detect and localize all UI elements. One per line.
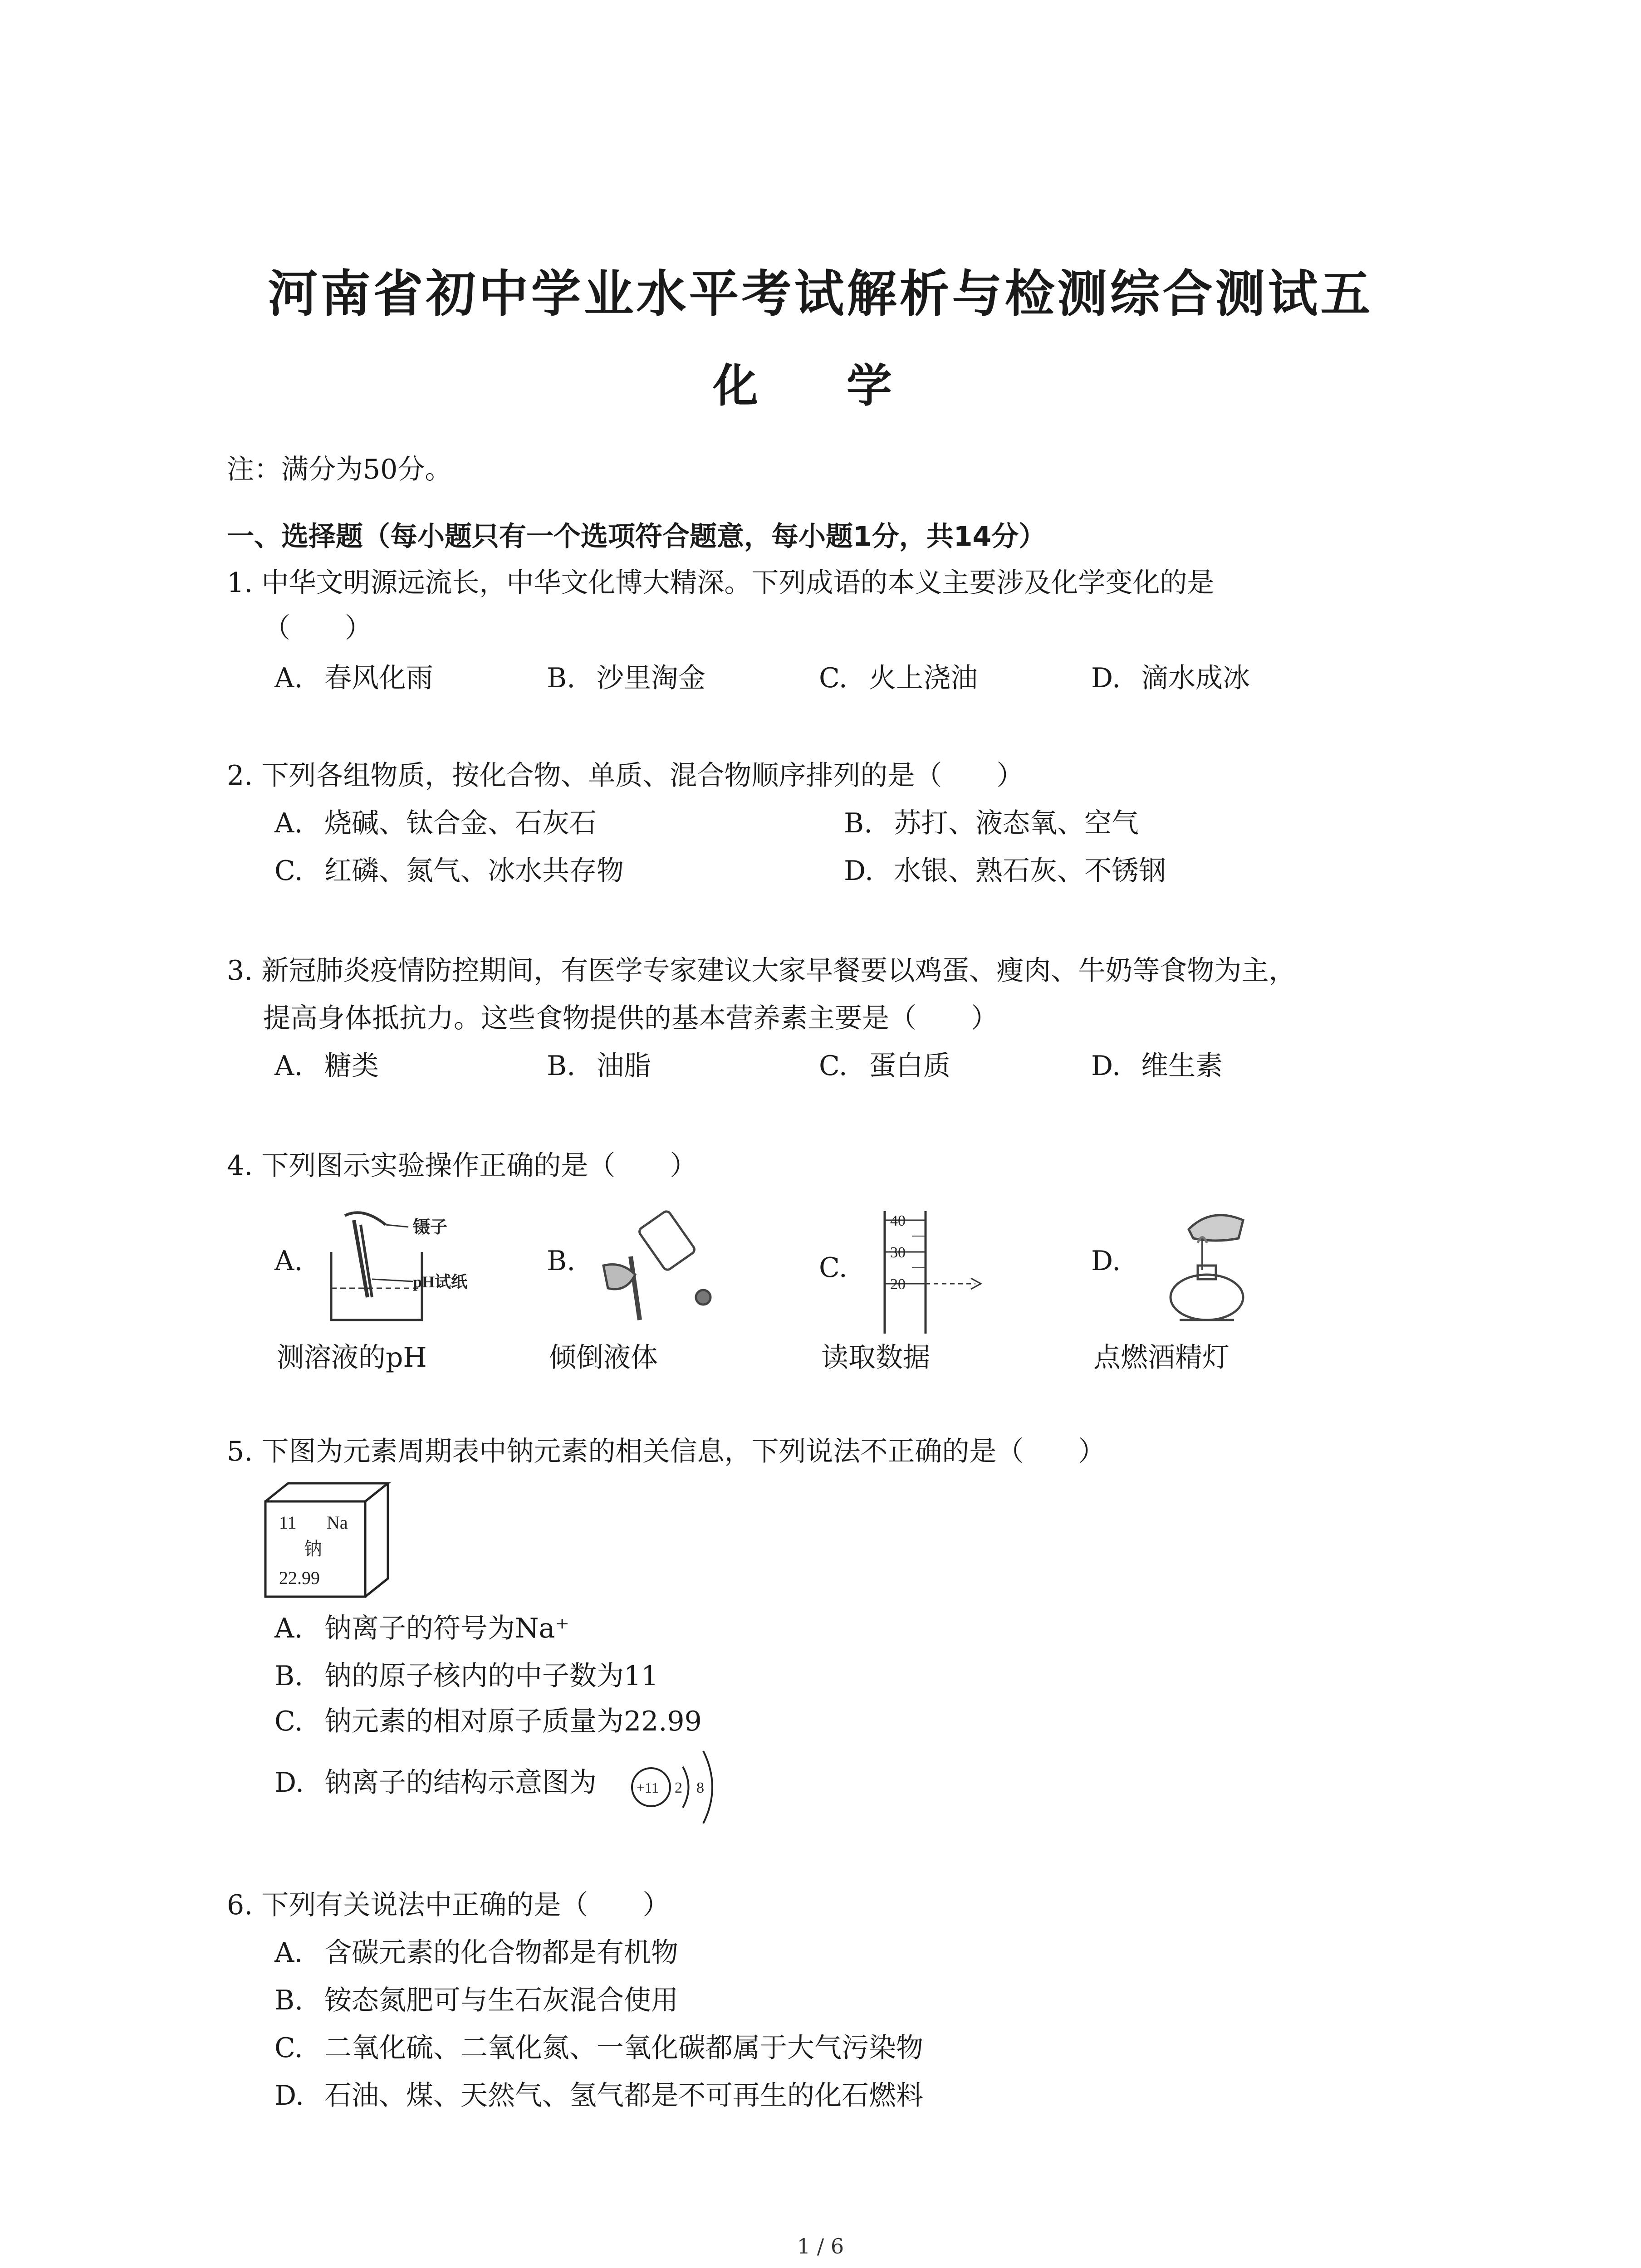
question-number: 6. (227, 1889, 253, 1921)
option-c[interactable]: C. (819, 1252, 847, 1284)
option-label: D. (274, 2080, 304, 2112)
option-c[interactable] (274, 853, 624, 889)
option-label: A. (274, 807, 303, 839)
question-1 (227, 565, 1214, 601)
option-label: B. (844, 807, 873, 839)
question-number: 1. (227, 567, 253, 599)
question-stem: 下列有关说法中正确的是（ ） (261, 1889, 670, 1921)
option-text: 石油、煤、天然气、氢气都是不可再生的化石燃料 (324, 2080, 923, 2112)
option-label: A. (274, 1050, 303, 1082)
option-text: 水银、熟石灰、不锈钢 (894, 855, 1166, 887)
option-a[interactable] (274, 805, 597, 841)
option-label: D. (274, 1767, 304, 1799)
option-text: 二氧化硫、二氧化氮、一氧化碳都属于大气污染物 (324, 2032, 923, 2064)
nucleus-charge: +11 (637, 1779, 659, 1796)
figure-caption: 倾倒液体 (549, 1342, 658, 1374)
option-text: 钠元素的相对原子质量为22.99 (324, 1706, 702, 1737)
option-d[interactable] (844, 853, 1166, 889)
option-label: D. (1091, 1050, 1121, 1082)
option-label: D. (1091, 662, 1121, 694)
question-3 (227, 953, 1296, 989)
atomic-number: 11 (279, 1512, 297, 1533)
option-c[interactable] (819, 1048, 950, 1084)
option-label: B. (547, 1050, 576, 1082)
score-note: 注：满分为50分。 (227, 454, 452, 485)
option-label: C. (274, 2032, 303, 2064)
option-d[interactable] (1091, 660, 1250, 696)
figure-caption: 测溶液的pH (277, 1342, 427, 1374)
pour-liquid-figure (585, 1207, 735, 1329)
ph-test-figure (318, 1207, 481, 1329)
option-c[interactable] (819, 660, 978, 696)
shell-2-electrons: 8 (696, 1779, 704, 1796)
tick-label: 30 (890, 1244, 906, 1261)
graduated-cylinder-figure (857, 1202, 1007, 1338)
option-text: 铵态氮肥可与生石灰混合使用 (324, 1984, 678, 2016)
option-label: B. (274, 1984, 304, 2016)
option-label: B. (274, 1660, 304, 1692)
option-label: A. (274, 1613, 303, 1644)
option-text: 油脂 (597, 1050, 651, 1082)
option-label: D. (844, 855, 874, 887)
option-a[interactable] (274, 660, 433, 696)
question-stem: 中华文明源远流长，中华文化博大精深。下列成语的本义主要涉及化学变化的是 (261, 567, 1215, 599)
option-text: 蛋白质 (869, 1050, 950, 1082)
question-number: 5. (227, 1436, 253, 1467)
atomic-mass: 22.99 (279, 1568, 320, 1588)
option-d[interactable] (274, 2077, 923, 2114)
option-text: 沙里淘金 (597, 662, 705, 694)
option-b[interactable] (547, 660, 705, 696)
question-5 (227, 1433, 1105, 1470)
option-label: C. (274, 855, 303, 887)
option-c[interactable] (274, 2030, 923, 2066)
question-stem: 下列图示实验操作正确的是（ ） (261, 1150, 697, 1182)
figure-caption: 读取数据 (821, 1342, 930, 1374)
option-label: C. (819, 662, 847, 694)
option-text: 糖类 (324, 1050, 379, 1082)
option-label: A. (274, 1937, 303, 1969)
option-a[interactable] (274, 1048, 379, 1084)
option-d[interactable] (274, 1765, 597, 1801)
element-symbol: Na (327, 1512, 348, 1533)
option-a[interactable]: A. (274, 1245, 303, 1277)
page-number: 1 / 6 (797, 2234, 844, 2258)
question-number: 4. (227, 1150, 253, 1182)
ph-paper-label: pH试纸 (413, 1273, 468, 1291)
answer-bracket: （ ） (263, 612, 372, 644)
option-d[interactable]: D. (1091, 1245, 1121, 1277)
option-label: C. (819, 1050, 847, 1082)
option-b[interactable] (274, 1658, 658, 1694)
option-b[interactable] (547, 1048, 651, 1084)
option-label: A. (274, 662, 303, 694)
tick-label: 40 (890, 1212, 906, 1229)
option-label: C. (274, 1706, 303, 1737)
option-text: 钠的原子核内的中子数为11 (324, 1660, 659, 1692)
question-stem: 下列各组物质，按化合物、单质、混合物顺序排列的是（ ） (261, 760, 1024, 792)
question-stem: 新冠肺炎疫情防控期间，有医学专家建议大家早餐要以鸡蛋、瘦肉、牛奶等食物为主， (261, 955, 1296, 987)
option-text: 滴水成冰 (1141, 662, 1250, 694)
alcohol-lamp-figure (1134, 1188, 1288, 1329)
question-4 (227, 1148, 697, 1184)
option-text: 含碳元素的化合物都是有机物 (324, 1937, 678, 1969)
subject-title: 化 学 (713, 359, 928, 412)
question-number: 2. (227, 760, 253, 792)
element-name: 钠 (304, 1539, 322, 1559)
shell-1-electrons: 2 (675, 1779, 682, 1796)
option-a[interactable] (274, 1610, 569, 1647)
option-text: 红磷、氮气、冰水共存物 (324, 855, 624, 887)
question-stem: 下图为元素周期表中钠元素的相关信息，下列说法不正确的是（ ） (261, 1436, 1106, 1467)
question-number: 3. (227, 955, 253, 987)
periodic-table-cell (261, 1479, 397, 1601)
option-b[interactable]: B. (547, 1245, 576, 1277)
question-stem-cont: 提高身体抵抗力。这些食物提供的基本营养素主要是（ ） (263, 1002, 998, 1034)
question-6 (227, 1887, 670, 1923)
option-b[interactable] (844, 805, 1139, 841)
tick-label: 20 (890, 1276, 906, 1293)
option-text: 钠离子的符号为Na⁺ (324, 1613, 569, 1644)
option-a[interactable] (274, 1935, 678, 1971)
option-text: 春风化雨 (324, 662, 433, 694)
option-b[interactable] (274, 1982, 678, 2019)
page-title: 河南省初中学业水平考试解析与检测综合测试五 (268, 265, 1373, 323)
sodium-ion-structure-diagram (624, 1742, 728, 1833)
option-text: 维生素 (1141, 1050, 1223, 1082)
option-text: 苏打、液态氧、空气 (894, 807, 1139, 839)
option-label: B. (547, 662, 576, 694)
tweezers-label: 镊子 (413, 1218, 448, 1237)
section-heading: 一、选择题（每小题只有一个选项符合题意，每小题1分，共14分） (227, 521, 1046, 552)
option-text: 烧碱、钛合金、石灰石 (324, 807, 597, 839)
option-c[interactable] (274, 1703, 702, 1740)
option-text: 火上浇油 (869, 662, 978, 694)
option-text: 钠离子的结构示意图为 (324, 1767, 597, 1799)
option-d[interactable] (1091, 1048, 1223, 1084)
figure-caption: 点燃酒精灯 (1093, 1342, 1230, 1374)
question-2 (227, 758, 1024, 794)
